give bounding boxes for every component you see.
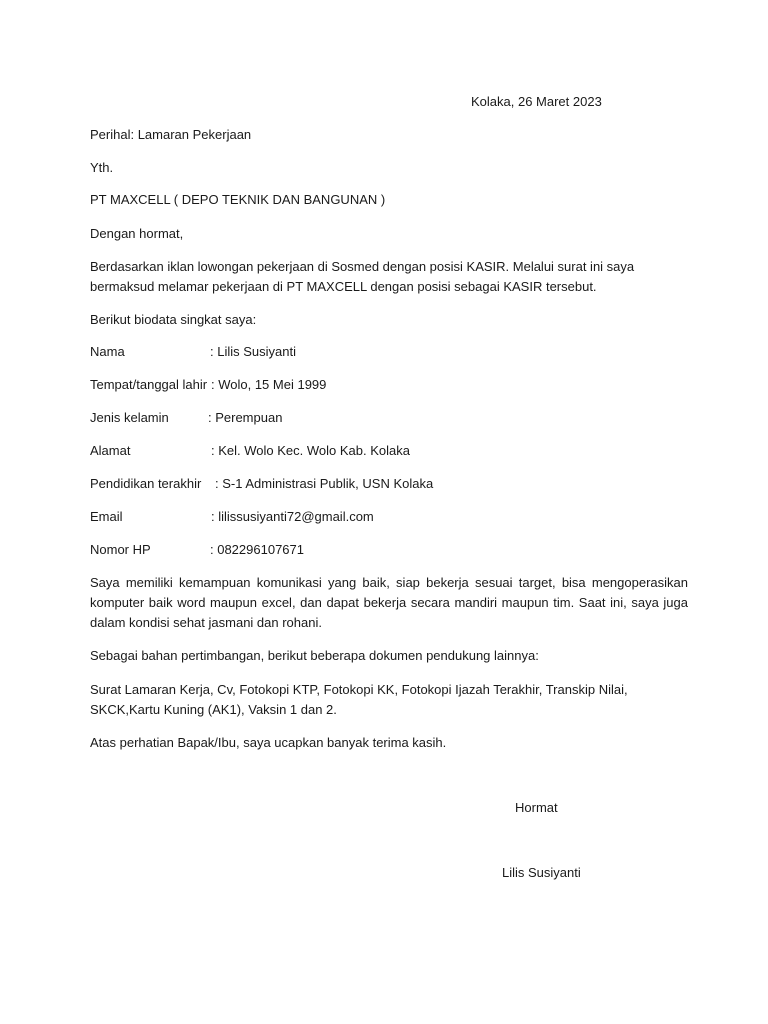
abilities-paragraph: Saya memiliki kemampuan komunikasi yang baik, siap bekerja sesuai target, bisa mengoperasikan komputer baik word maupun excel, dan dapat bekerja secara mandiri maupun tim. Saat ini, saya juga dalam kondisi sehat jasmani dan rohani. xyxy=(90,575,688,630)
biodata-value: : Perempuan xyxy=(208,410,283,425)
biodata-row-pendidikan-terakhir xyxy=(90,476,434,492)
biodata-label: Nama xyxy=(90,344,125,359)
biodata-value: : 082296107671 xyxy=(210,542,304,557)
biodata-value: : lilissusiyanti72@gmail.com xyxy=(211,509,374,524)
biodata-value: : Kel. Wolo Kec. Wolo Kab. Kolaka xyxy=(211,443,410,458)
biodata-value: : Wolo, 15 Mei 1999 xyxy=(211,377,327,392)
biodata-label: Email xyxy=(90,509,123,524)
biodata-value: : Lilis Susiyanti xyxy=(210,344,296,359)
biodata-row-jenis-kelamin xyxy=(90,410,283,426)
salutation: Dengan hormat, xyxy=(90,226,184,241)
documents-intro: Sebagai bahan pertimbangan, berikut beberapa dokumen pendukung lainnya: xyxy=(90,648,539,663)
biodata-row-nama xyxy=(90,344,296,360)
biodata-label: Alamat xyxy=(90,443,131,458)
place-date: Kolaka, 26 Maret 2023 xyxy=(471,94,602,109)
biodata-value: : S-1 Administrasi Publik, USN Kolaka xyxy=(215,476,434,491)
signatory-name: Lilis Susiyanti xyxy=(502,865,581,880)
biodata-row-tempat-tanggal-lahir xyxy=(90,377,327,393)
documents-paragraph: Surat Lamaran Kerja, Cv, Fotokopi KTP, Fotokopi KK, Fotokopi Ijazah Terakhir, Transkip Nilai, SKCK,Kartu Kuning (AK1), Vaksin 1 dan 2. xyxy=(90,682,628,717)
closing-sentence: Atas perhatian Bapak/Ibu, saya ucapkan banyak terima kasih. xyxy=(90,735,447,750)
biodata-row-email xyxy=(90,509,374,525)
biodata-intro: Berikut biodata singkat saya: xyxy=(90,312,257,327)
biodata-label: Pendidikan terakhir xyxy=(90,476,202,491)
recipient: PT MAXCELL ( DEPO TEKNIK DAN BANGUNAN ) xyxy=(90,192,386,207)
biodata-label: Nomor HP xyxy=(90,542,151,557)
biodata-row-alamat xyxy=(90,443,410,459)
intro-paragraph: Berdasarkan iklan lowongan pekerjaan di Sosmed dengan posisi KASIR. Melalui surat ini saya bermaksud melamar pekerjaan di PT MAXCELL dengan posisi sebagai KASIR tersebut. xyxy=(90,259,635,294)
biodata-label: Tempat/tanggal lahir xyxy=(90,377,208,392)
biodata-row-nomor-hp xyxy=(90,542,304,558)
sign-off: Hormat xyxy=(515,800,558,815)
addressee-greeting: Yth. xyxy=(90,160,114,175)
biodata-label: Jenis kelamin xyxy=(90,410,169,425)
letter-subject: Perihal: Lamaran Pekerjaan xyxy=(90,127,252,142)
